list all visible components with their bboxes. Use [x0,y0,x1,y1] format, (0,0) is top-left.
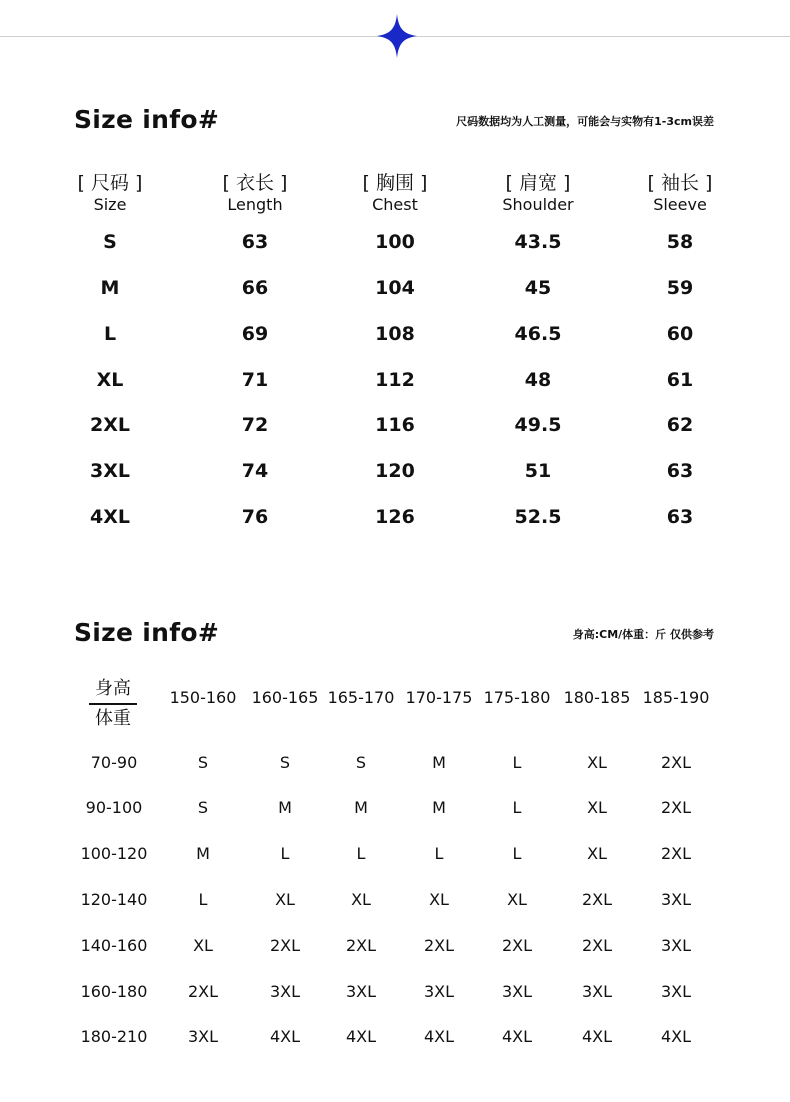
column-header-en: Shoulder [502,195,574,214]
size-cell: 2XL [90,414,130,436]
measurement-cell: 74 [241,460,269,482]
column-header-en: Chest [372,195,418,214]
recommended-size-cell: 2XL [581,936,613,955]
column-header-zh: [ 尺码 ] [77,172,143,194]
weight-range-label: 120-140 [80,890,148,909]
recommended-size-cell: 3XL [269,982,301,1001]
four-point-star-icon [377,14,417,58]
measurement-cell: 52.5 [514,506,562,528]
recommended-size-cell: 3XL [660,982,692,1001]
measurement-note: 尺码数据均为人工测量，可能会与实物有1-3cm误差 [456,115,714,128]
column-header-zh: [ 袖长 ] [647,172,713,194]
recommended-size-cell: S [355,753,367,772]
measurement-cell: 71 [241,369,269,391]
size-cell: XL [96,369,124,391]
weight-range-label: 70-90 [90,753,138,772]
recommended-size-cell: XL [351,890,371,909]
recommended-size-cell: M [432,798,446,817]
recommended-size-cell: XL [193,936,213,955]
height-weight-corner-header [82,677,144,731]
measurement-cell: 51 [524,460,552,482]
recommended-size-cell: L [512,753,522,772]
column-header [610,171,750,215]
column-header-zh: [ 胸围 ] [362,172,428,194]
measurement-cell: 58 [666,231,694,253]
height-label: 身高 [95,678,131,699]
measurement-cell: 45 [524,277,552,299]
recommended-size-cell: XL [587,798,607,817]
corner-divider [89,703,137,705]
weight-range-label: 100-120 [80,844,148,863]
recommended-size-cell: 3XL [581,982,613,1001]
column-header-en: Length [227,195,283,214]
recommended-size-cell: M [354,798,368,817]
recommended-size-cell: XL [507,890,527,909]
recommended-size-cell: S [197,798,209,817]
measurement-cell: 63 [241,231,269,253]
recommended-size-cell: 3XL [660,890,692,909]
measurement-cell: 112 [375,369,415,391]
size-cell: L [103,323,117,345]
measurement-cell: 43.5 [514,231,562,253]
recommended-size-cell: L [512,798,522,817]
recommended-size-cell: XL [275,890,295,909]
column-header-zh: [ 肩宽 ] [505,172,571,194]
column-header [325,171,465,215]
recommended-size-cell: 4XL [660,1027,692,1046]
measurement-cell: 66 [241,277,269,299]
weight-label: 体重 [95,708,131,729]
size-cell: 4XL [90,506,130,528]
measurement-cell: 108 [375,323,415,345]
measurement-cell: 61 [666,369,694,391]
recommended-size-cell: 4XL [345,1027,377,1046]
height-range-header: 165-170 [327,688,395,707]
height-range-header: 185-190 [642,688,710,707]
measurement-cell: 116 [375,414,415,436]
recommended-size-cell: L [356,844,366,863]
column-header-en: Sleeve [653,195,707,214]
recommended-size-cell: 2XL [660,753,692,772]
measurement-cell: 104 [375,277,415,299]
recommended-size-cell: 2XL [660,844,692,863]
column-header [468,171,608,215]
recommended-size-cell: M [432,753,446,772]
size-cell: S [103,231,117,253]
recommended-size-cell: 2XL [187,982,219,1001]
recommended-size-cell: M [196,844,210,863]
measurement-cell: 46.5 [514,323,562,345]
recommended-size-cell: 2XL [345,936,377,955]
size-cell: 3XL [90,460,130,482]
recommended-size-cell: L [512,844,522,863]
recommended-size-cell: XL [429,890,449,909]
recommended-size-cell: L [280,844,290,863]
measurement-cell: 76 [241,506,269,528]
recommended-size-cell: 3XL [187,1027,219,1046]
recommended-size-cell: 2XL [660,798,692,817]
measurement-cell: 63 [666,460,694,482]
weight-range-label: 160-180 [80,982,148,1001]
weight-range-label: 90-100 [85,798,143,817]
height-range-header: 180-185 [563,688,631,707]
size-info-title: Size info# [74,105,220,134]
column-header [185,171,325,215]
column-header-zh: [ 衣长 ] [222,172,288,194]
recommended-size-cell: 2XL [423,936,455,955]
weight-range-label: 180-210 [80,1027,148,1046]
measurement-cell: 100 [375,231,415,253]
height-range-header: 150-160 [169,688,237,707]
size-guide-title: Size info# [74,618,220,647]
measurement-cell: 48 [524,369,552,391]
recommended-size-cell: 3XL [345,982,377,1001]
recommended-size-cell: XL [587,753,607,772]
size-cell: M [100,277,120,299]
recommended-size-cell: 3XL [423,982,455,1001]
recommended-size-cell: S [279,753,291,772]
reference-note: 身高:CM/体重：斤 仅供参考 [572,628,714,641]
recommended-size-cell: L [198,890,208,909]
recommended-size-cell: M [278,798,292,817]
measurement-cell: 72 [241,414,269,436]
recommended-size-cell: 4XL [423,1027,455,1046]
recommended-size-cell: 4XL [501,1027,533,1046]
recommended-size-cell: 3XL [660,936,692,955]
measurement-cell: 62 [666,414,694,436]
height-range-header: 170-175 [405,688,473,707]
measurement-cell: 60 [666,323,694,345]
measurement-cell: 49.5 [514,414,562,436]
recommended-size-cell: S [197,753,209,772]
measurement-cell: 120 [375,460,415,482]
recommended-size-cell: 4XL [269,1027,301,1046]
recommended-size-cell: 2XL [581,890,613,909]
column-header-en: Size [93,195,127,214]
measurement-cell: 69 [241,323,269,345]
recommended-size-cell: L [434,844,444,863]
recommended-size-cell: 2XL [501,936,533,955]
height-range-header: 175-180 [483,688,551,707]
recommended-size-cell: XL [587,844,607,863]
recommended-size-cell: 4XL [581,1027,613,1046]
measurement-cell: 63 [666,506,694,528]
height-range-header: 160-165 [251,688,319,707]
column-header [40,171,180,215]
measurement-cell: 59 [666,277,694,299]
weight-range-label: 140-160 [80,936,148,955]
recommended-size-cell: 3XL [501,982,533,1001]
recommended-size-cell: 2XL [269,936,301,955]
measurement-cell: 126 [375,506,415,528]
